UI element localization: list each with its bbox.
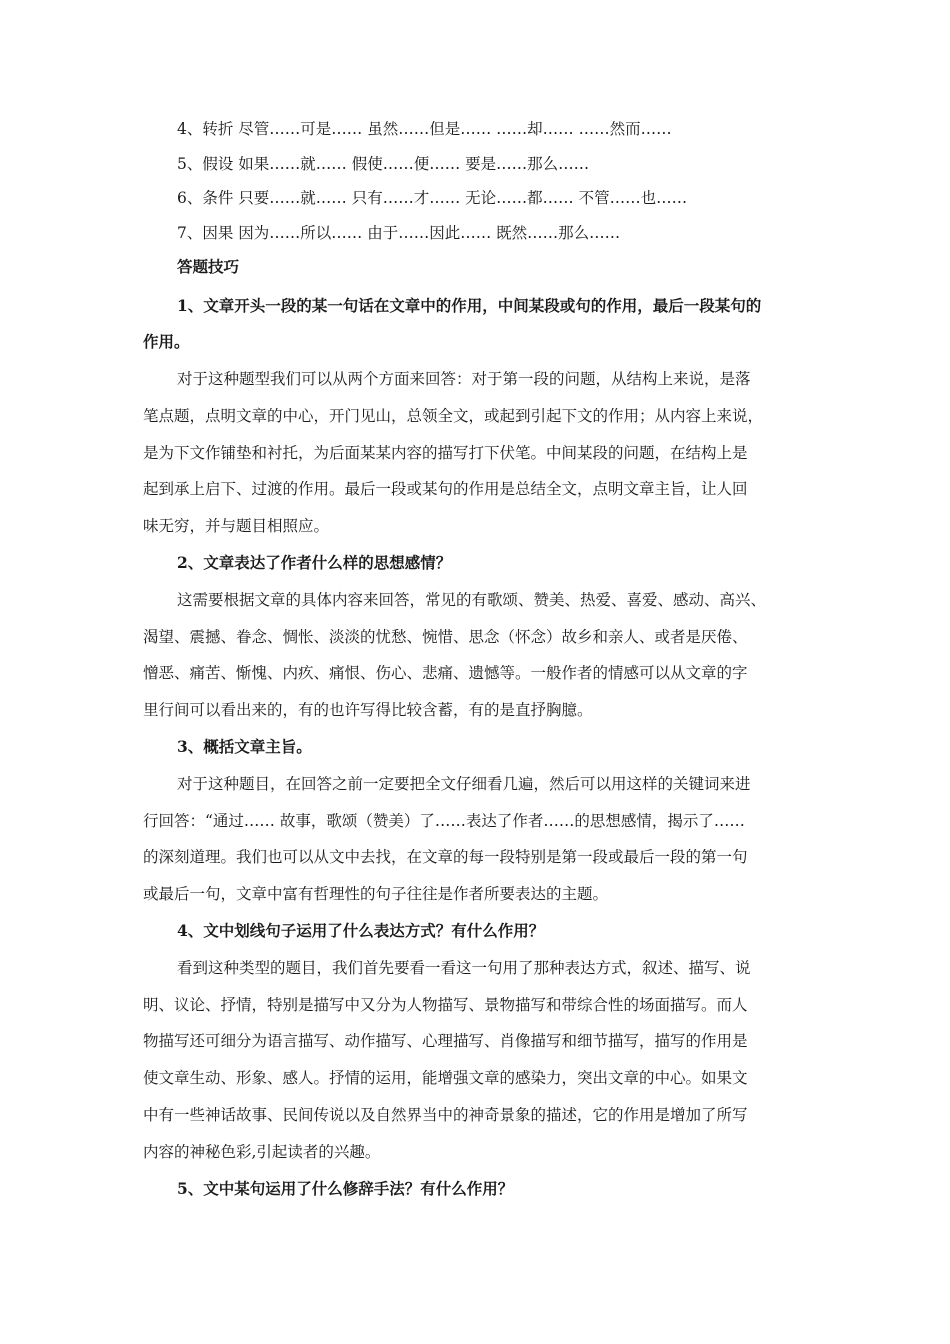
answer-line: 渴望、震撼、眷念、惆怅、淡淡的忧愁、惋惜、思念（怀念）故乡和亲人、或者是厌倦、 xyxy=(143,627,748,646)
question-2-title-text: 2、文章表达了作者什么样的思想感情？ xyxy=(177,553,452,573)
answer-line: 明、议论、抒情，特别是描写中又分为人物描写、景物描写和带综合性的场面描写。而人 xyxy=(143,995,748,1014)
conjunction-item-4: 4、转折 尽管……可是…… 虽然……但是…… ……却…… ……然而…… xyxy=(177,120,672,138)
answer-line: 憎恶、痛苦、惭愧、内疚、痛恨、伤心、悲痛、遗憾等。一般作者的情感可以从文章的字 xyxy=(143,664,748,683)
conjunction-item-6: 6、条件 只要……就…… 只有……才…… 无论……都…… 不管……也…… xyxy=(177,189,688,207)
answer-line: 这需要根据文章的具体内容来回答，常见的有歌颂、赞美、热爱、喜爱、感动、高兴、 xyxy=(177,590,767,609)
question-4-title-text: 4、文中划线句子运用了什么表达方式？有什么作用？ xyxy=(177,921,545,941)
answer-line: 是为下文作铺垫和衬托，为后面某某内容的描写打下伏笔。中间某段的问题，在结构上是 xyxy=(143,443,748,462)
question-1-title-line-1: 1、文章开头一段的某一句话在文章中的作用，中间某段或句的作用，最后一段某句的 xyxy=(177,295,762,315)
answer-line: 起到承上启下、过渡的作用。最后一段或某句的作用是总结全文，点明文章主旨，让人回 xyxy=(143,480,748,499)
question-2-answer xyxy=(143,582,807,729)
answer-line: 里行间可以看出来的，有的也许写得比较含蓄，有的是直抒胸臆。 xyxy=(143,701,593,720)
answer-line: 中有一些神话故事、民间传说以及自然界当中的神奇景象的描述，它的作用是增加了所写 xyxy=(143,1106,748,1125)
question-3-title xyxy=(143,729,807,766)
question-4-title xyxy=(143,913,807,950)
conjunction-item-5: 5、假设 如果……就…… 假使……便…… 要是……那么…… xyxy=(177,154,590,173)
question-1-title xyxy=(143,288,807,362)
answer-line: 看到这种类型的题目，我们首先要看一看这一句用了那种表达方式，叙述、描写、说 xyxy=(177,958,751,977)
question-5-title xyxy=(143,1171,807,1208)
answer-line: 内容的神秘色彩,引起读者的兴趣。 xyxy=(143,1142,381,1161)
document-content xyxy=(143,112,807,1207)
question-3-answer xyxy=(143,766,807,913)
answer-line: 笔点题，点明文章的中心，开门见山，总领全文，或起到引起下文的作用；从内容上来说， xyxy=(143,406,764,425)
answer-line: 对于这种题型我们可以从两个方面来回答：对于第一段的问题，从结构上来说，是落 xyxy=(177,370,751,389)
answer-line: 的深刻道理。我们也可以从文中去找，在文章的每一段特别是第一段或最后一段的第一句 xyxy=(143,848,748,867)
conjunction-item-7: 7、因果 因为……所以…… 由于……因此…… 既然……那么…… xyxy=(177,223,621,242)
question-2-title xyxy=(143,545,807,582)
answer-line: 物描写还可细分为语言描写、动作描写、心理描写、肖像描写和细节描写，描写的作用是 xyxy=(143,1032,748,1051)
question-4-answer xyxy=(143,950,807,1171)
answer-line: 使文章生动、形象、感人。抒情的运用，能增强文章的感染力，突出文章的中心。如果文 xyxy=(143,1069,748,1088)
question-1-answer xyxy=(143,361,807,545)
answer-line: 味无穷，并与题目相照应。 xyxy=(143,517,330,536)
answer-line: 行回答：“通过…… 故事，歌颂（赞美）了……表达了作者……的思想感情，揭示了…… xyxy=(143,811,745,830)
question-5-title-text: 5、文中某句运用了什么修辞手法？有什么作用？ xyxy=(177,1178,514,1198)
answer-line: 或最后一句，文章中富有哲理性的句子往往是作者所要表达的主题。 xyxy=(143,885,609,904)
section-title: 答题技巧 xyxy=(177,257,240,276)
answer-line: 对于这种题目，在回答之前一定要把全文仔细看几遍，然后可以用这样的关键词来进 xyxy=(177,774,751,793)
question-3-title-text: 3、概括文章主旨。 xyxy=(177,737,312,757)
question-1-title-line-2: 作用。 xyxy=(143,332,190,352)
